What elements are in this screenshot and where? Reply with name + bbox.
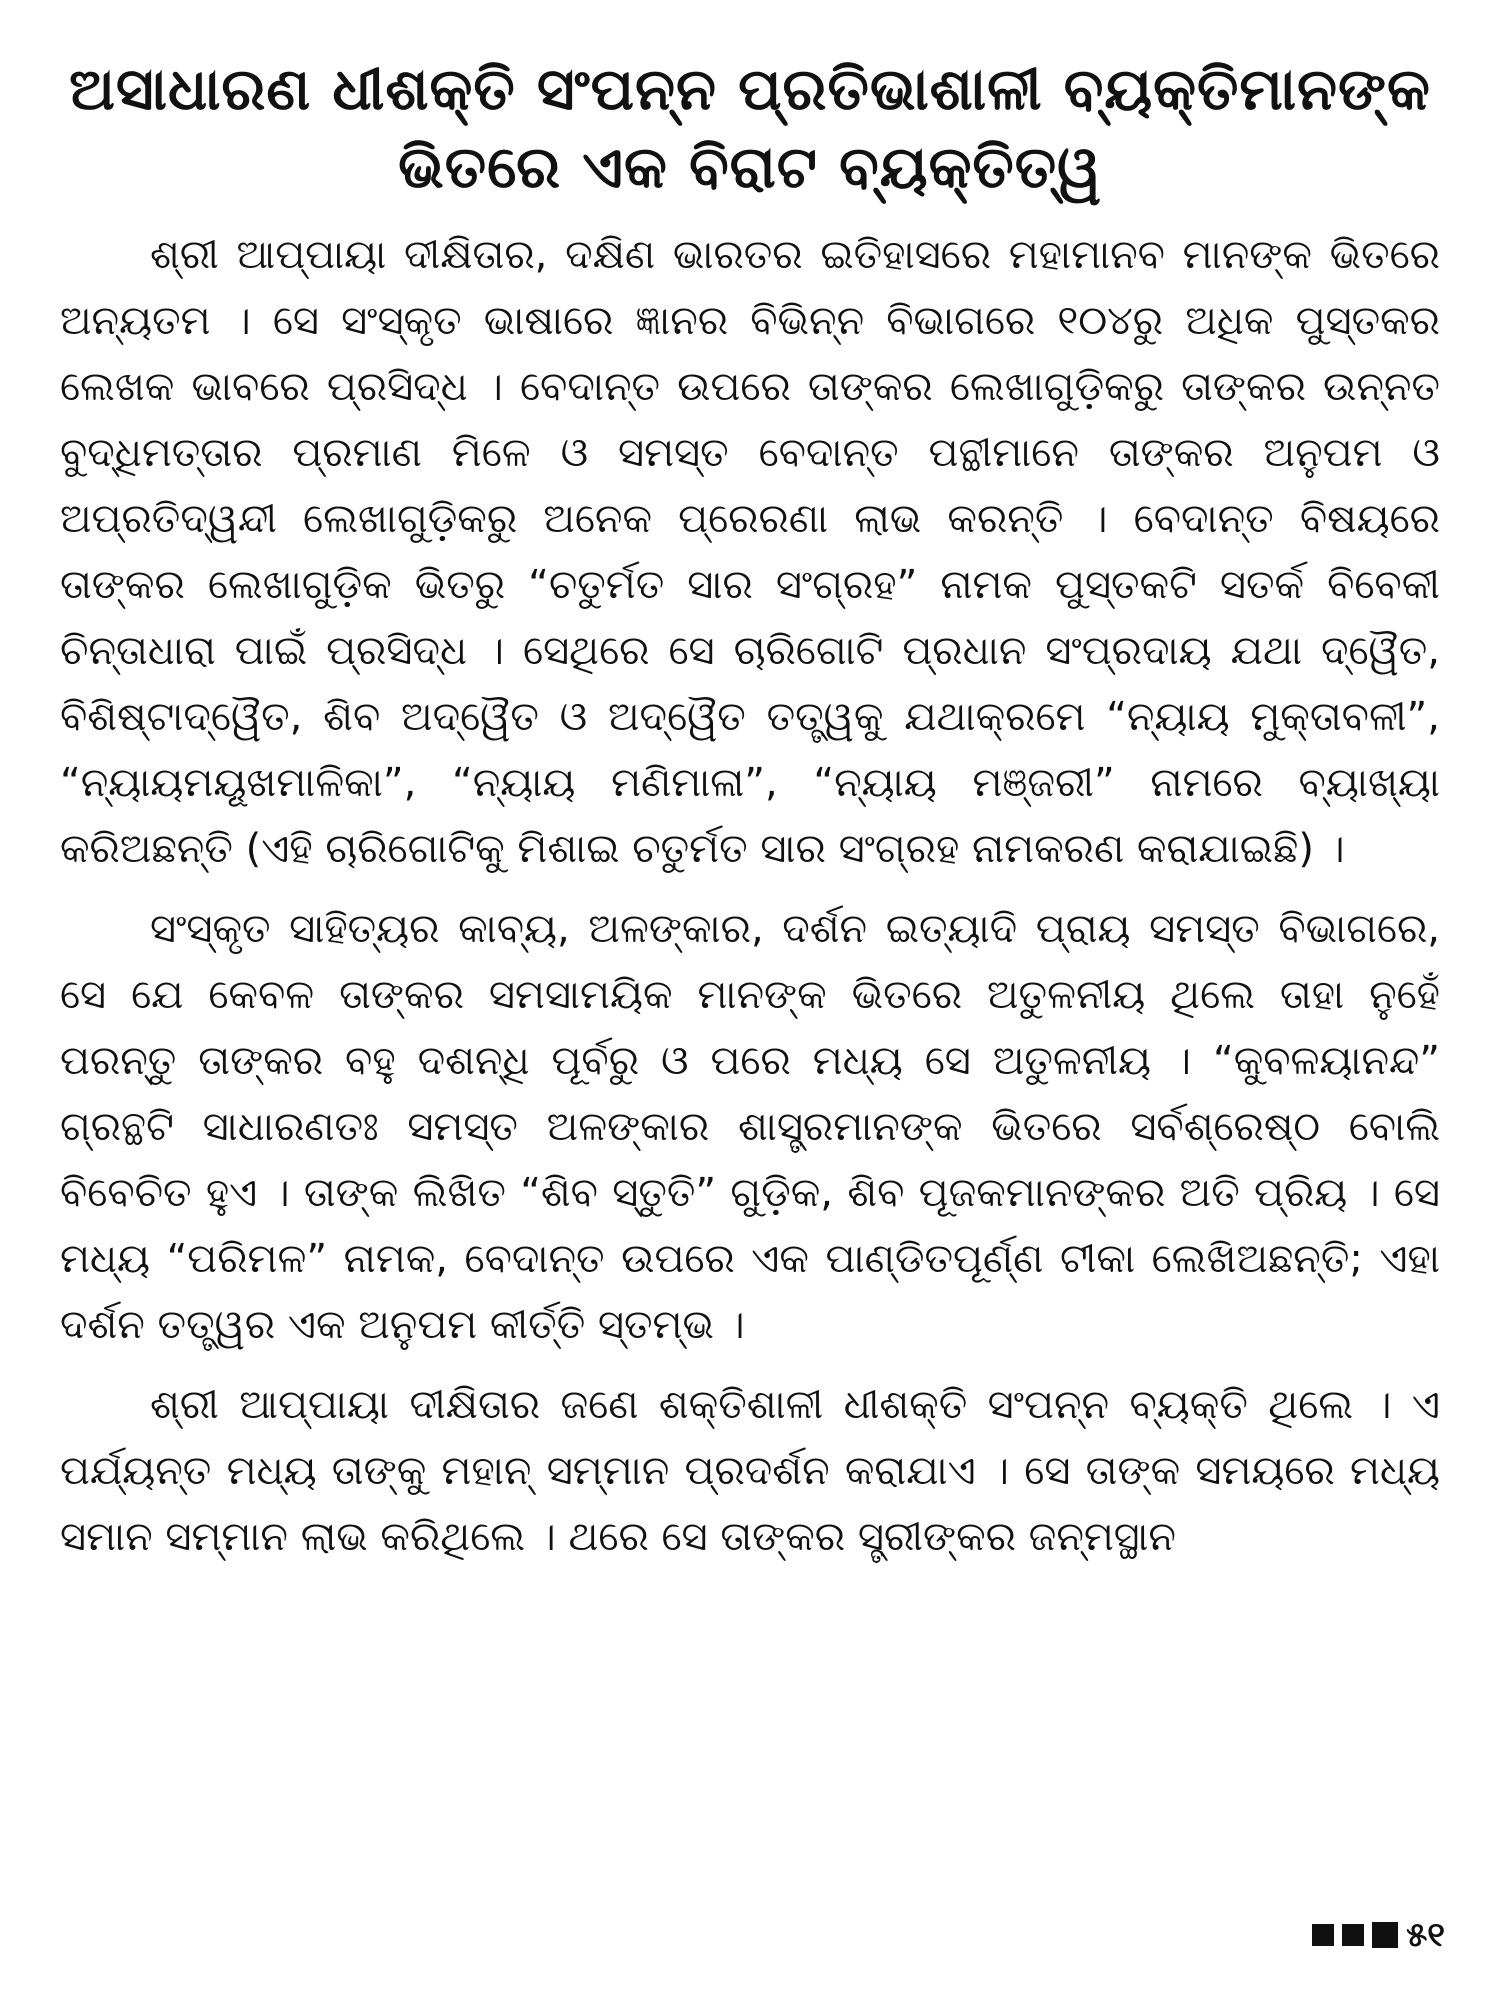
paragraph-3: ଶ୍ରୀ ଆପ୍ପାୟା ଦୀକ୍ଷିତାର ଜଣେ ଶକ୍ତିଶାଳୀ ଧୀଶକ୍ତି ସଂପନ୍ନ ବ୍ୟକ୍ତି ଥିଲେ । ଏ ପର୍ଯ୍ୟନ୍ତ ମଧ୍ୟ ତାଙ୍କୁ ମହାନ୍ ସମ୍ମାନ ପ୍ରଦର୍ଶନ କରାଯାଏ । ସେ ତାଙ୍କ ସମୟରେ ମଧ୍ୟ ସମାନ ସମ୍ମାନ ଲାଭ କରିଥିଲେ । ଥରେ ସେ ତାଙ୍କର ସ୍ତ୍ରୀଙ୍କର ଜନ୍ମସ୍ଥାନ [60, 1382, 1440, 1560]
footer-square-icon [1342, 1924, 1364, 1946]
title-line-1: ଅସାଧାରଣ ଧୀଶକ୍ତି ସଂପନ୍ନ ପ୍ରତିଭାଶାଳୀ ବ୍ୟକ୍ତିମାନଙ୍କ [69, 55, 1431, 123]
footer-square-icon [1372, 1922, 1398, 1948]
paragraph-2: ସଂସ୍କୃତ ସାହିତ୍ୟର କାବ୍ୟ, ଅଳଙ୍କାର, ଦର୍ଶନ ଇତ୍ୟାଦି ପ୍ରାୟ ସମସ୍ତ ବିଭାଗରେ, ସେ ଯେ କେବଳ ତାଙ୍କର ସମସାମୟିକ ମାନଙ୍କ ଭିତରେ ଅତୁଳନୀୟ ଥିଲେ ତାହା ନୁହେଁ ପରନ୍ତୁ ତାଙ୍କର ବହୁ ଦଶନ୍ଧି ପୂର୍ବରୁ ଓ ପରେ ମଧ୍ୟ ସେ ଅତୁଳନୀୟ । “କୁବଳୟାନନ୍ଦ” ଗ୍ରନ୍ଥଟି ସାଧାରଣତଃ ସମସ୍ତ ଅଳଙ୍କାର ଶାସ୍ତ୍ରମାନଙ୍କ ଭିତରେ ସର୍ବଶ୍ରେଷ୍ଠ ବୋଲି ବିବେଚିତ ହୁଏ । ତାଙ୍କ ଲିଖିତ “ଶିବ ସ୍ତୁତି” ଗୁଡ଼ିକ, ଶିବ ପୂଜକମାନଙ୍କର ଅତି ପ୍ରିୟ । ସେ ମଧ୍ୟ “ପରିମଳ” ନାମକ, ବେଦାନ୍ତ ଉପରେ ଏକ ପାଣ୍ଡିତପୂର୍ଣ୍ଣ ଟୀକା ଲେଖିଅଛନ୍ତି; ଏହା ଦର୍ଶନ ତତ୍ତ୍ୱର ଏକ ଅନୁପମ କୀର୍ତ୍ତି ସ୍ତମ୍ଭ । [60, 906, 1440, 1348]
page-footer [1312, 1915, 1445, 1955]
page-number: ୫୧ [1406, 1915, 1445, 1955]
paragraph-1: ଶ୍ରୀ ଆପ୍ପାୟା ଦୀକ୍ଷିତାର, ଦକ୍ଷିଣ ଭାରତର ଇତିହାସରେ ମହାମାନବ ମାନଙ୍କ ଭିତରେ ଅନ୍ୟତମ । ସେ ସଂସ୍କୃତ ଭାଷାରେ ଜ୍ଞାନର ବିଭିନ୍ନ ବିଭାଗରେ ୧୦୪ରୁ ଅଧିକ ପୁସ୍ତକର ଲେଖକ ଭାବରେ ପ୍ରସିଦ୍ଧ । ବେଦାନ୍ତ ଉପରେ ତାଙ୍କର ଲେଖାଗୁଡ଼ିକରୁ ତାଙ୍କର ଉନ୍ନତ ବୁଦ୍ଧିମତ୍ତାର ପ୍ରମାଣ ମିଳେ ଓ ସମସ୍ତ ବେଦାନ୍ତ ପନ୍ଥୀମାନେ ତାଙ୍କର ଅନୁପମ ଓ ଅପ୍ରତିଦ୍ୱନ୍ଦୀ ଲେଖାଗୁଡ଼ିକରୁ ଅନେକ ପ୍ରେରଣା ଲାଭ କରନ୍ତି । ବେଦାନ୍ତ ବିଷୟରେ ତାଙ୍କର ଲେଖାଗୁଡ଼ିକ ଭିତରୁ “ଚତୁର୍ମତ ସାର ସଂଗ୍ରହ” ନାମକ ପୁସ୍ତକଟି ସତର୍କ ବିବେକୀ ଚିନ୍ତାଧାରା ପାଇଁ ପ୍ରସିଦ୍ଧ । ସେଥିରେ ସେ ଚାରିଗୋଟି ପ୍ରଧାନ ସଂପ୍ରଦାୟ ଯଥା ଦ୍ୱୈତ, ବିଶିଷ୍ଟାଦ୍ୱୈତ, ଶିବ ଅଦ୍ୱୈତ ଓ ଅଦ୍ୱୈତ ତତ୍ତ୍ୱକୁ ଯଥାକ୍ରମେ “ନ୍ୟାୟ ମୁକ୍ତାବଳୀ”, “ନ୍ୟାୟମୟୂଖମାଳିକା”, “ନ୍ୟାୟ ମଣିମାଳା”, “ନ୍ୟାୟ ମଞ୍ଜରୀ” ନାମରେ ବ୍ୟାଖ୍ୟା କରିଅଛନ୍ତି (ଏହି ଚାରିଗୋଟିକୁ ମିଶାଇ ଚତୁର୍ମତ ସାର ସଂଗ୍ରହ ନାମକରଣ କରାଯାଇଛି) । [60, 232, 1440, 872]
title-line-2: ଭିତରେ ଏକ ବିରାଟ ବ୍ୟକ୍ତିତ୍ୱ [398, 133, 1102, 201]
footer-square-icon [1312, 1924, 1334, 1946]
page-title [60, 50, 1440, 206]
